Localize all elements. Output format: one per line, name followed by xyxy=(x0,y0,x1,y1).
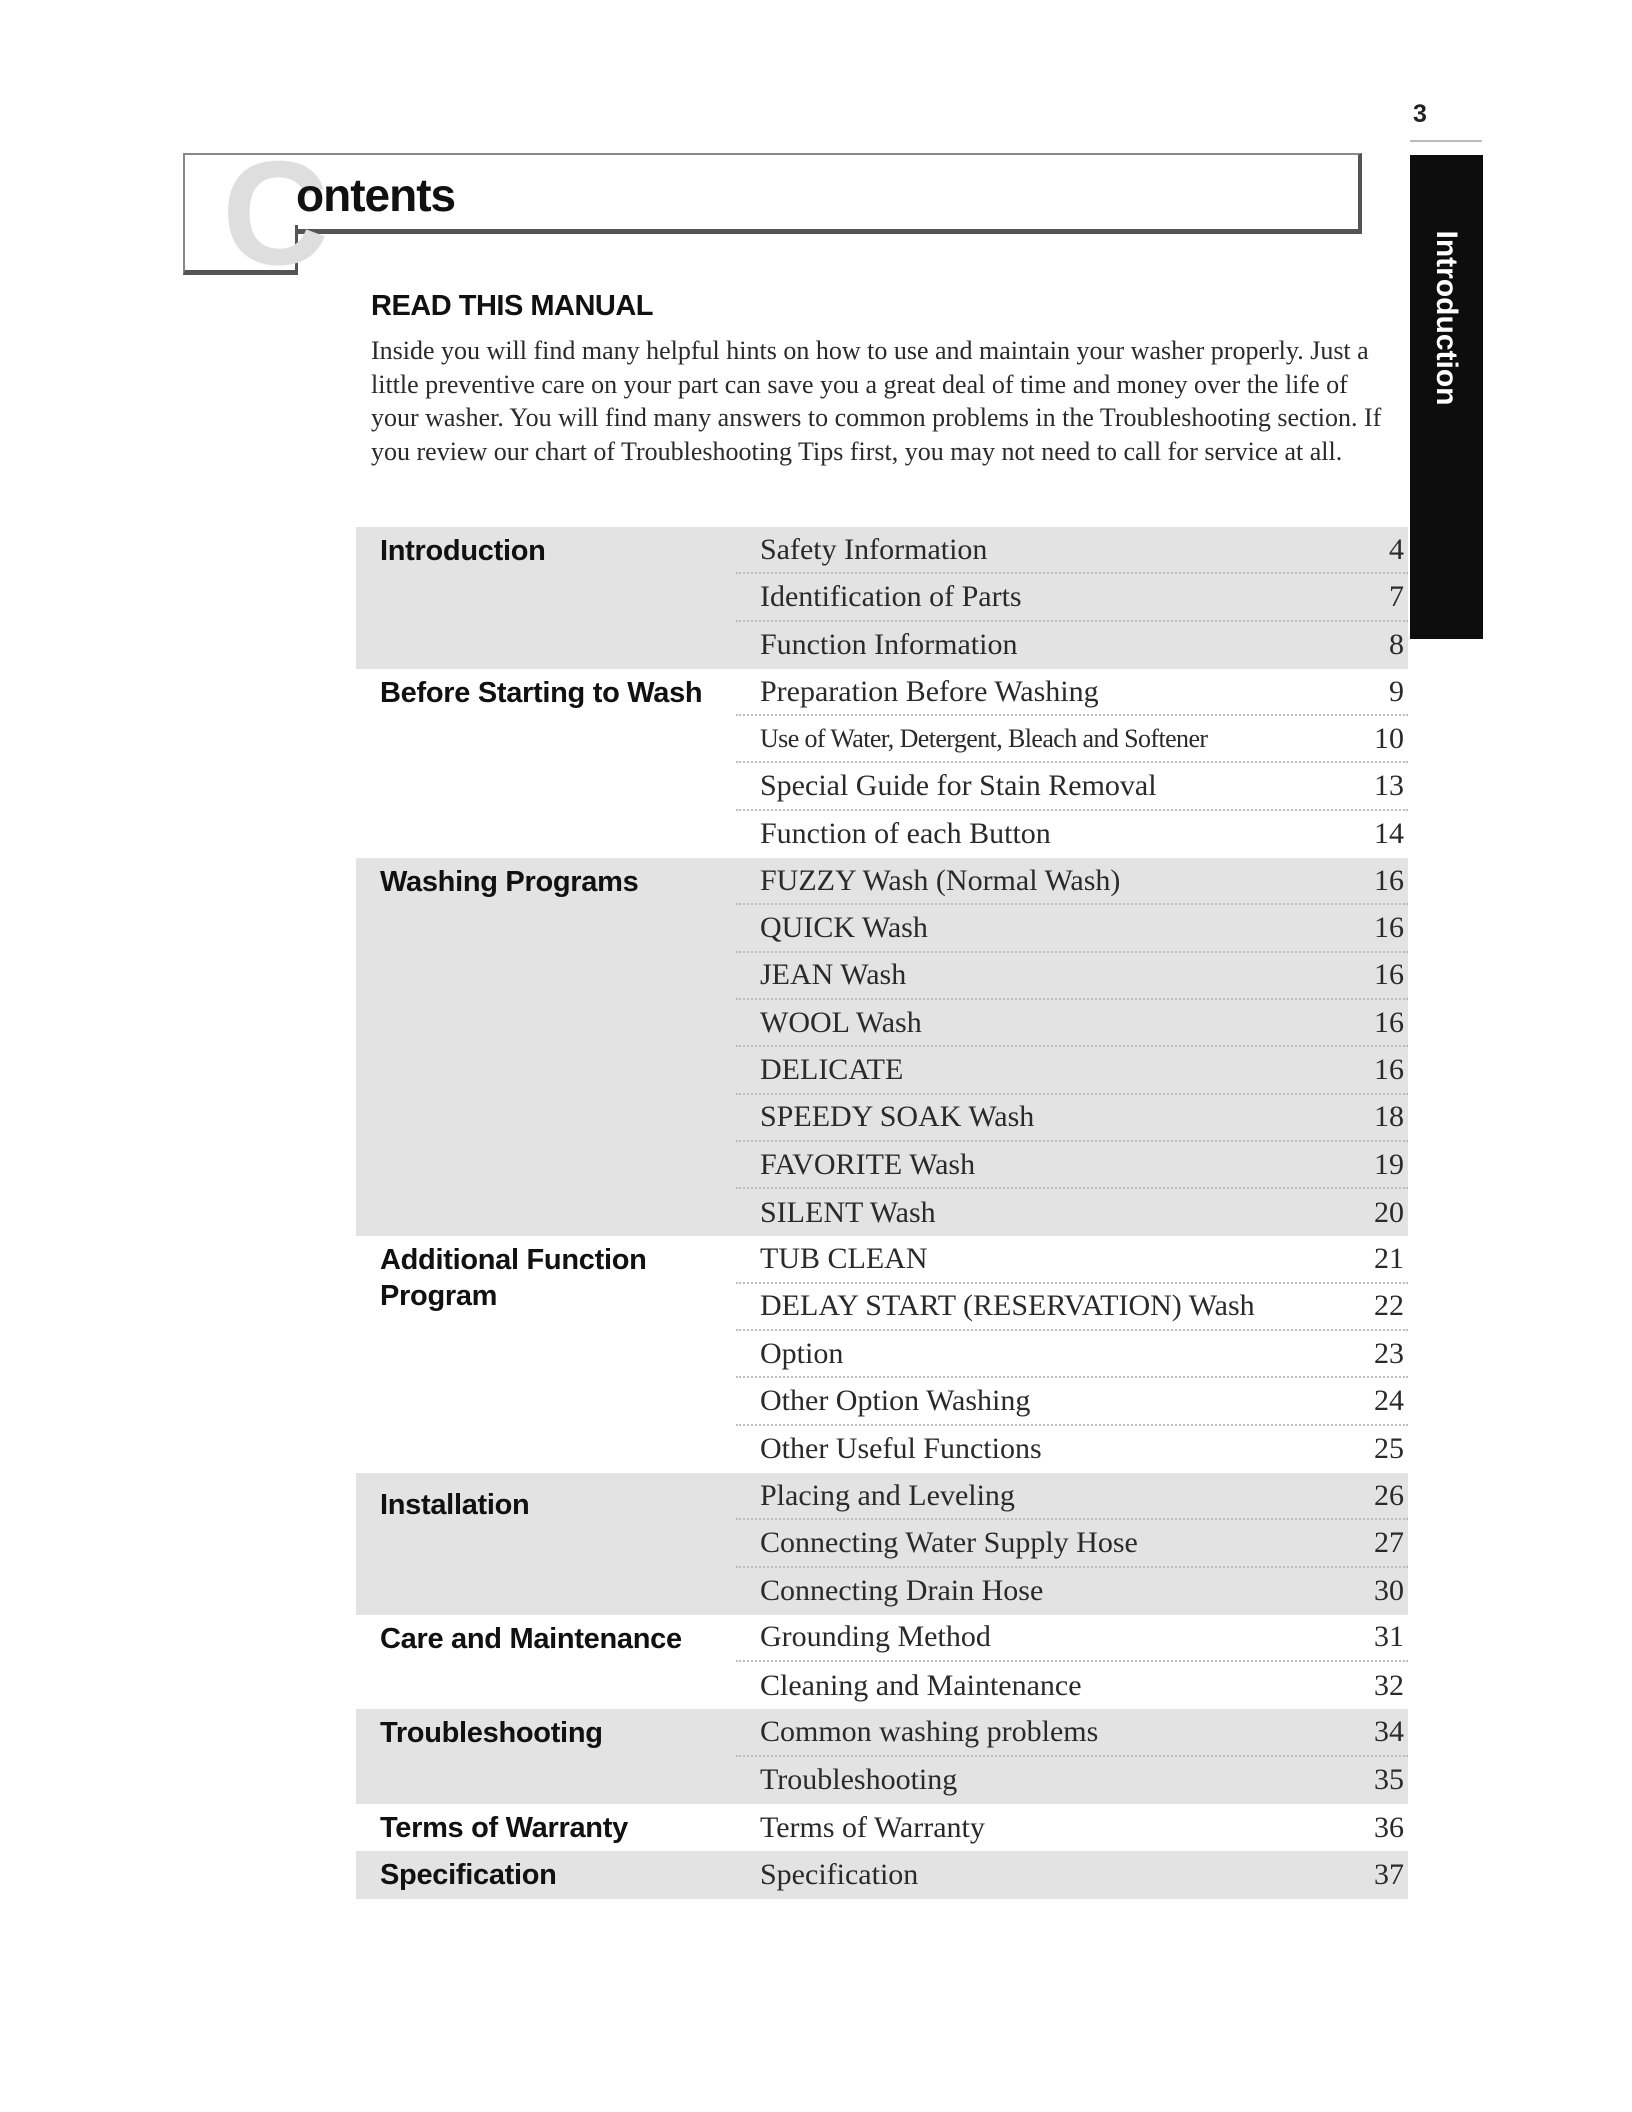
toc-entry xyxy=(736,1568,1408,1615)
toc-entry-title: DELICATE xyxy=(760,1052,904,1086)
toc-section-entries xyxy=(736,527,1408,669)
toc-entry-title: FUZZY Wash (Normal Wash) xyxy=(760,863,1121,897)
toc-entry-page: 21 xyxy=(1374,1242,1404,1276)
toc-entry-title: Connecting Water Supply Hose xyxy=(760,1525,1138,1559)
toc-entry-title: Function Information xyxy=(760,628,1018,662)
toc-entry-page: 35 xyxy=(1374,1763,1404,1797)
toc-section-name: Installation xyxy=(380,1488,530,1521)
toc-section-entries xyxy=(736,858,1408,1236)
toc-section-entries xyxy=(736,669,1408,858)
toc-entry xyxy=(736,1284,1408,1331)
toc-entry-title: QUICK Wash xyxy=(760,911,928,945)
toc-section-entries xyxy=(736,1709,1408,1804)
toc-entry xyxy=(736,1473,1408,1520)
toc-entry xyxy=(736,1189,1408,1236)
toc-entry-page: 19 xyxy=(1374,1147,1404,1181)
toc-entry xyxy=(736,811,1408,858)
toc-entry-page: 23 xyxy=(1374,1336,1404,1370)
toc-entry-title: JEAN Wash xyxy=(760,958,907,992)
toc-section xyxy=(356,1473,1408,1615)
toc-section-name: Before Starting to Wash xyxy=(380,676,703,709)
toc-entry-title: Use of Water, Detergent, Bleach and Softener xyxy=(760,723,1208,753)
toc-entry-page: 34 xyxy=(1374,1715,1404,1749)
table-of-contents xyxy=(356,527,1408,1899)
toc-entry-title: Grounding Method xyxy=(760,1620,991,1654)
toc-section xyxy=(356,858,1408,1236)
toc-entry xyxy=(736,669,1408,716)
toc-entry-title: Troubleshooting xyxy=(760,1763,958,1797)
toc-section xyxy=(356,1615,1408,1710)
toc-entry-page: 16 xyxy=(1374,863,1404,897)
toc-entry xyxy=(736,1236,1408,1283)
toc-entry-page: 32 xyxy=(1374,1668,1404,1702)
toc-entry-title: Identification of Parts xyxy=(760,579,1022,613)
toc-entry xyxy=(736,905,1408,952)
toc-entry-title: Cleaning and Maintenance xyxy=(760,1668,1082,1702)
toc-entry-page: 13 xyxy=(1374,769,1404,803)
toc-section xyxy=(356,1804,1408,1851)
toc-entry xyxy=(736,622,1408,669)
intro-heading: READ THIS MANUAL xyxy=(371,290,653,322)
toc-entry xyxy=(736,527,1408,574)
toc-entry-title: Other Option Washing xyxy=(760,1383,1031,1417)
toc-entry-page: 16 xyxy=(1374,958,1404,992)
toc-entry-title: Specification xyxy=(760,1857,919,1891)
toc-entry xyxy=(736,1142,1408,1189)
toc-entry-page: 10 xyxy=(1374,721,1404,755)
toc-entry xyxy=(736,1615,1408,1662)
toc-entry-title: Connecting Drain Hose xyxy=(760,1574,1044,1608)
toc-section xyxy=(356,527,1408,669)
toc-entry-page: 22 xyxy=(1374,1289,1404,1323)
toc-entry xyxy=(736,1047,1408,1094)
toc-entry-title: DELAY START (RESERVATION) Wash xyxy=(760,1289,1255,1323)
toc-entry-title: Option xyxy=(760,1336,844,1370)
toc-entry-title: Other Useful Functions xyxy=(760,1432,1042,1466)
toc-entry-page: 4 xyxy=(1389,532,1404,566)
toc-entry xyxy=(736,1851,1408,1898)
toc-entry xyxy=(736,1378,1408,1425)
toc-section-name: Terms of Warranty xyxy=(380,1812,628,1845)
toc-entry-page: 36 xyxy=(1374,1810,1404,1844)
side-tab xyxy=(1410,155,1483,639)
toc-entry xyxy=(736,574,1408,621)
toc-entry-title: WOOL Wash xyxy=(760,1005,922,1039)
contents-big-letter: C xyxy=(222,131,327,296)
toc-section-name: Troubleshooting xyxy=(380,1717,603,1750)
page-number-rule xyxy=(1410,140,1482,142)
toc-entry xyxy=(736,1520,1408,1567)
toc-section-entries xyxy=(736,1804,1408,1851)
toc-entry-title: Terms of Warranty xyxy=(760,1810,985,1844)
toc-section-entries xyxy=(736,1851,1408,1898)
toc-section-name: Care and Maintenance xyxy=(380,1622,682,1655)
toc-section xyxy=(356,669,1408,858)
toc-entry-title: Special Guide for Stain Removal xyxy=(760,769,1157,803)
toc-entry-page: 16 xyxy=(1374,1005,1404,1039)
toc-entry-page: 20 xyxy=(1374,1195,1404,1229)
toc-entry-title: Placing and Leveling xyxy=(760,1478,1015,1512)
toc-entry xyxy=(736,953,1408,1000)
toc-entry-page: 25 xyxy=(1374,1432,1404,1466)
toc-entry-title: SILENT Wash xyxy=(760,1195,936,1229)
toc-entry-page: 14 xyxy=(1374,817,1404,851)
toc-section-entries xyxy=(736,1236,1408,1472)
toc-entry-page: 16 xyxy=(1374,1052,1404,1086)
toc-entry xyxy=(736,1000,1408,1047)
toc-section-entries xyxy=(736,1473,1408,1615)
toc-section-name: Introduction xyxy=(380,535,546,567)
toc-entry-title: Common washing problems xyxy=(760,1715,1099,1749)
toc-entry xyxy=(736,1095,1408,1142)
page-number: 3 xyxy=(1413,100,1427,128)
toc-entry-page: 18 xyxy=(1374,1100,1404,1134)
contents-title: ontents xyxy=(296,169,456,221)
toc-section xyxy=(356,1236,1408,1472)
toc-entry-page: 8 xyxy=(1389,628,1404,662)
toc-entry xyxy=(736,858,1408,905)
toc-entry-page: 37 xyxy=(1374,1857,1404,1891)
toc-entry xyxy=(736,1757,1408,1804)
toc-entry-title: Function of each Button xyxy=(760,817,1051,851)
toc-entry-page: 30 xyxy=(1374,1574,1404,1608)
toc-entry-title: Preparation Before Washing xyxy=(760,674,1099,708)
toc-entry-page: 9 xyxy=(1389,674,1404,708)
toc-entry-title: FAVORITE Wash xyxy=(760,1147,976,1181)
toc-entry xyxy=(736,1709,1408,1756)
toc-entry-page: 26 xyxy=(1374,1478,1404,1512)
toc-entry xyxy=(736,1426,1408,1473)
toc-section-entries xyxy=(736,1615,1408,1710)
intro-text: Inside you will find many helpful hints on how to use and maintain your washer properly. Just a little preventive care on your part can save you a great deal of time and money over the life of your washer. You will find many answers to common problems in the Troubleshooting section. If you review our chart of Troubleshooting Tips first, you may not need to call for service at all. xyxy=(371,336,1382,466)
toc-entry-page: 24 xyxy=(1374,1383,1404,1417)
toc-entry-title: Safety Information xyxy=(760,532,988,566)
toc-entry xyxy=(736,763,1408,810)
toc-section-name: Additional Function Program xyxy=(380,1244,647,1313)
toc-entry xyxy=(736,716,1408,763)
toc-entry-title: SPEEDY SOAK Wash xyxy=(760,1100,1035,1134)
toc-entry xyxy=(736,1662,1408,1709)
toc-entry-page: 31 xyxy=(1374,1620,1404,1654)
toc-entry-page: 7 xyxy=(1389,579,1404,613)
toc-entry-title: TUB CLEAN xyxy=(760,1242,928,1276)
side-tab-label: Introduction xyxy=(1430,230,1463,406)
toc-entry-page: 27 xyxy=(1374,1525,1404,1559)
toc-section-name: Washing Programs xyxy=(380,866,639,899)
toc-section-name: Specification xyxy=(380,1859,557,1892)
toc-entry xyxy=(736,1331,1408,1378)
toc-section xyxy=(356,1851,1408,1898)
toc-entry-page: 16 xyxy=(1374,911,1404,945)
toc-entry xyxy=(736,1804,1408,1851)
toc-section xyxy=(356,1709,1408,1804)
